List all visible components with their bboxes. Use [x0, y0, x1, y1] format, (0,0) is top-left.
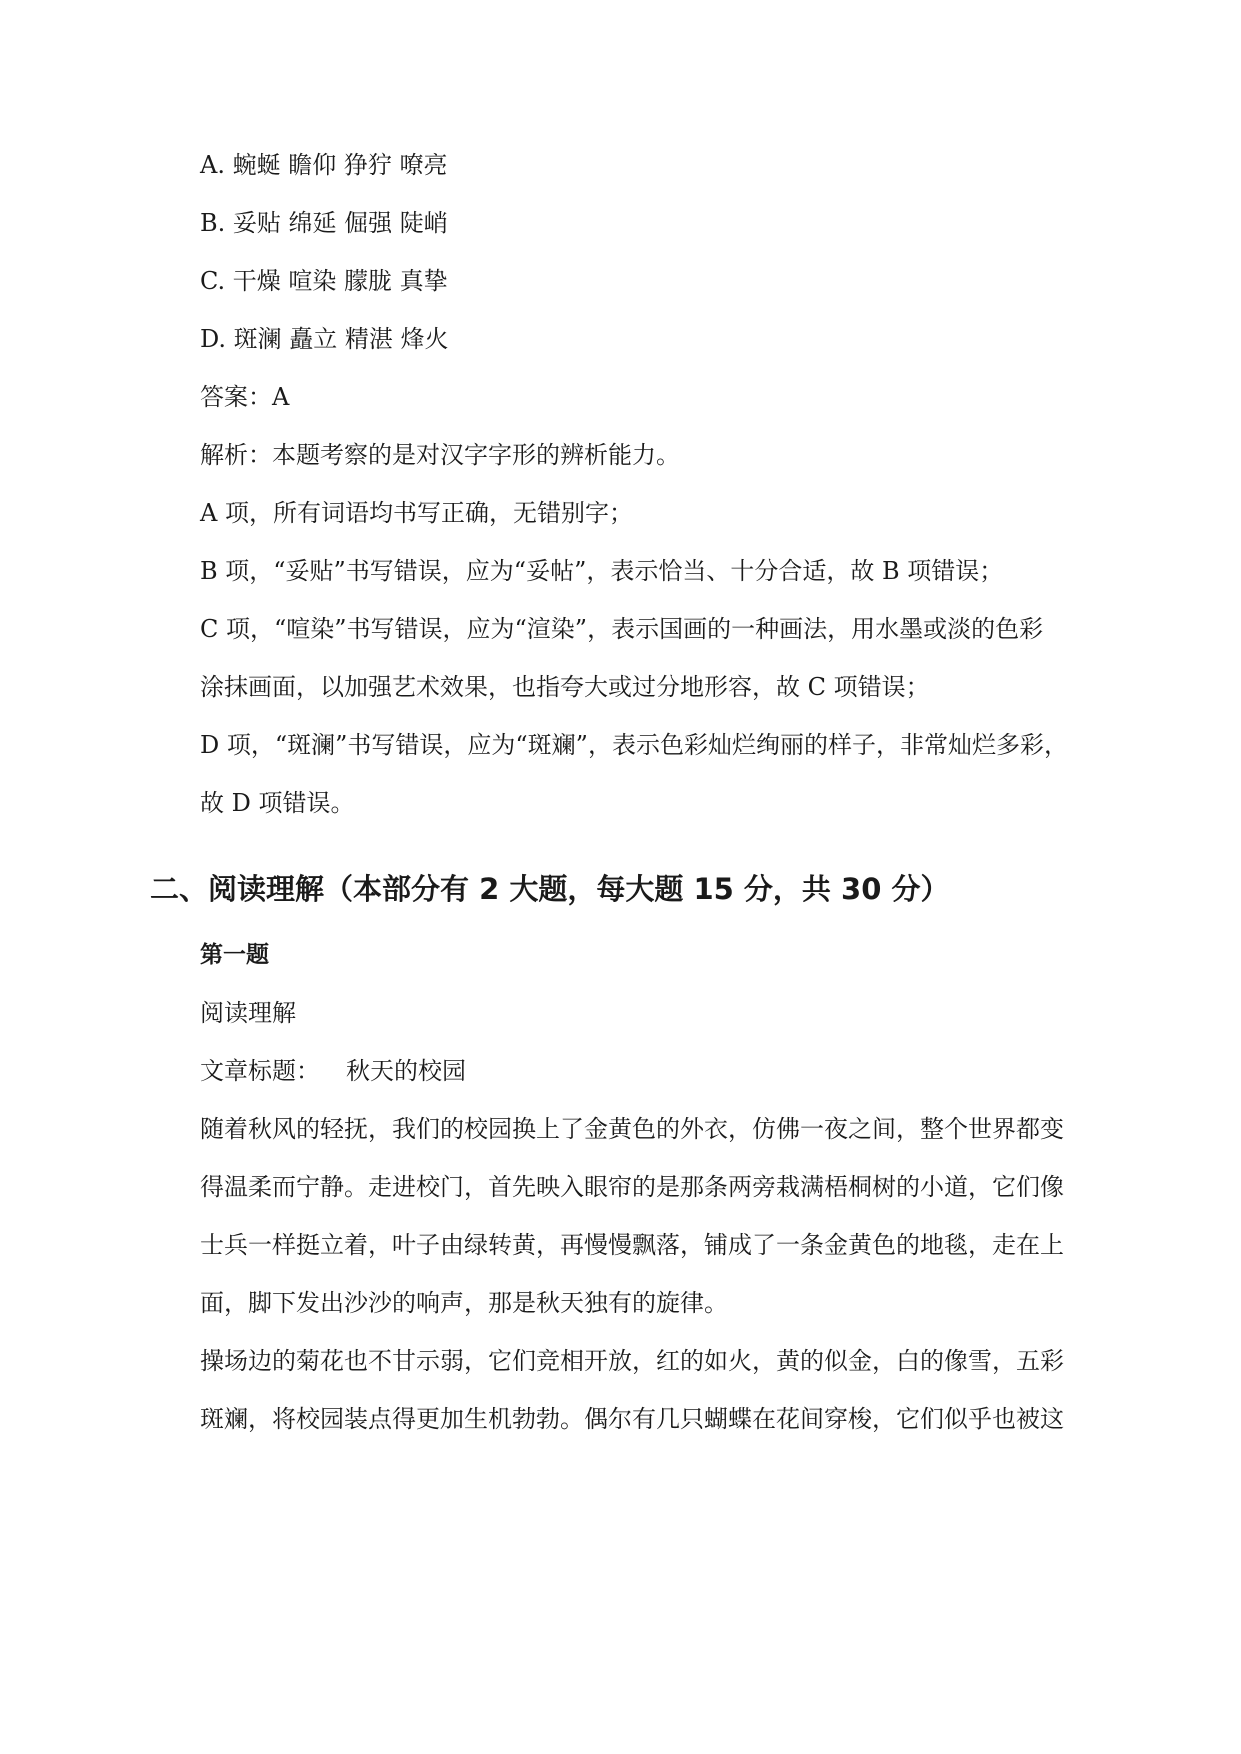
article-title: 秋天的校园 [346, 1057, 466, 1085]
answer-line: 答案：A [200, 383, 290, 411]
analysis-line: C 项，“喧染”书写错误，应为“渲染”，表示国画的一种画法，用水墨或淡的色彩 [200, 615, 1044, 643]
paragraph-line: 面，脚下发出沙沙的响声，那是秋天独有的旋律。 [200, 1289, 728, 1317]
paragraph-line: 随着秋风的轻抚，我们的校园换上了金黄色的外衣，仿佛一夜之间，整个世界都变 [200, 1115, 1064, 1143]
analysis-intro: 解析：本题考察的是对汉字字形的辨析能力。 [200, 441, 680, 469]
question-type-label: 阅读理解 [200, 999, 296, 1027]
option-d: D. 斑澜 矗立 精湛 烽火 [200, 325, 449, 353]
article-title-label: 文章标题： [200, 1057, 320, 1085]
analysis-line: 涂抹画面，以加强艺术效果，也指夸大或过分地形容，故 C 项错误； [200, 673, 930, 701]
section-heading: 二、阅读理解（本部分有 2 大题，每大题 15 分，共 30 分） [150, 872, 950, 906]
option-b: B. 妥贴 绵延 倔强 陡峭 [200, 209, 448, 237]
analysis-line: 故 D 项错误。 [200, 789, 355, 817]
paragraph-line: 士兵一样挺立着，叶子由绿转黄，再慢慢飘落，铺成了一条金黄色的地毯，走在上 [200, 1231, 1064, 1259]
option-c: C. 干燥 喧染 朦胧 真挚 [200, 267, 448, 295]
question-label: 第一题 [200, 942, 269, 968]
article-title-row [200, 1055, 466, 1087]
paragraph-line: 斑斓，将校园装点得更加生机勃勃。偶尔有几只蝴蝶在花间穿梭，它们似乎也被这 [200, 1405, 1064, 1433]
analysis-line: B 项，“妥贴”书写错误，应为“妥帖”，表示恰当、十分合适，故 B 项错误； [200, 557, 1004, 585]
analysis-line: D 项，“斑澜”书写错误，应为“斑斓”，表示色彩灿烂绚丽的样子，非常灿烂多彩， [200, 731, 1068, 759]
paragraph-line: 操场边的菊花也不甘示弱，它们竞相开放，红的如火，黄的似金，白的像雪，五彩 [200, 1347, 1064, 1375]
option-a: A. 蜿蜒 瞻仰 狰狞 嘹亮 [200, 151, 448, 179]
analysis-line: A 项，所有词语均书写正确，无错别字； [200, 499, 633, 527]
paragraph-line: 得温柔而宁静。走进校门，首先映入眼帘的是那条两旁栽满梧桐树的小道，它们像 [200, 1173, 1064, 1201]
